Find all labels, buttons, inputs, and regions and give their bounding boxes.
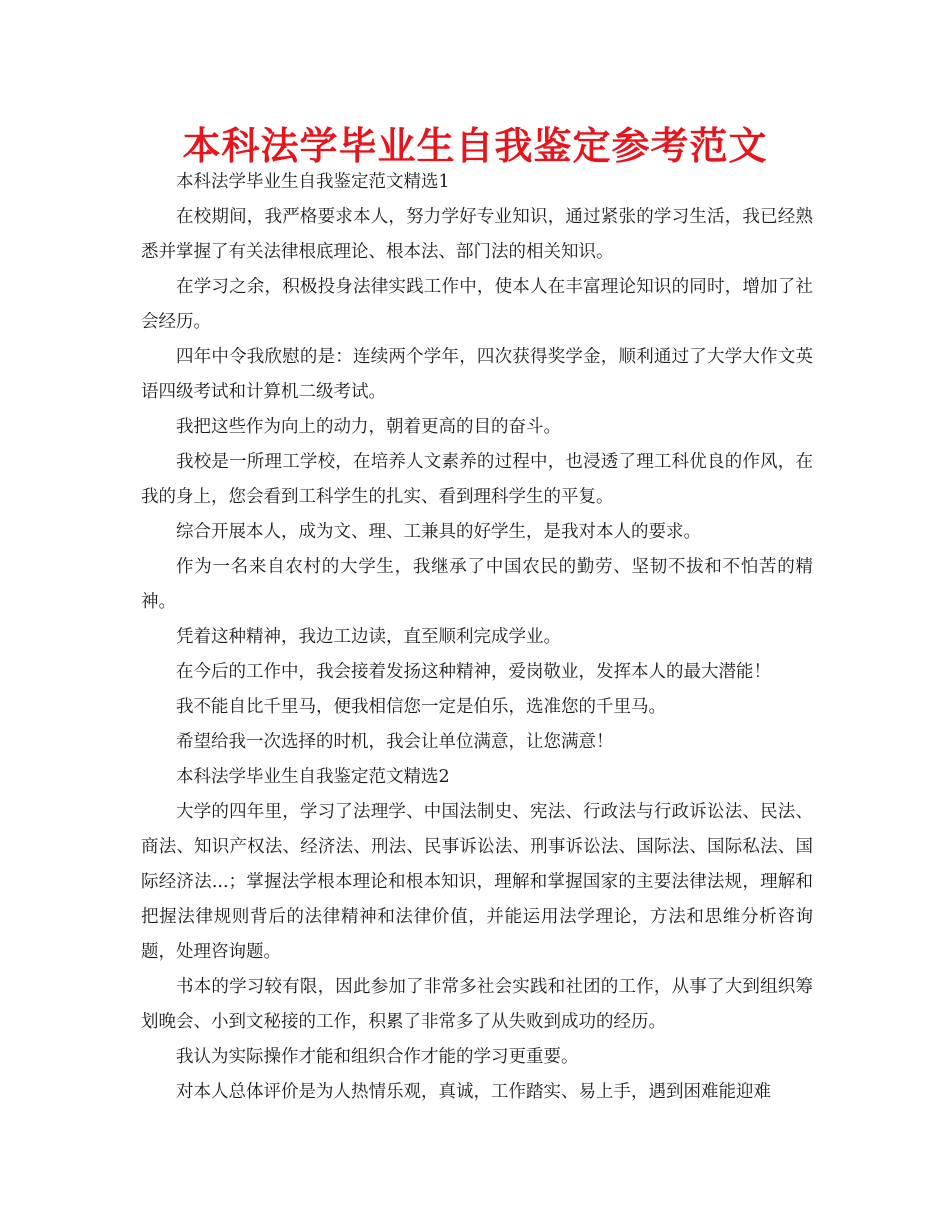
paragraph: 我把这些作为向上的动力，朝着更高的目的奋斗。 bbox=[176, 417, 561, 437]
paragraph: 在今后的工作中，我会接着发扬这种精神，爱岗敬业，发挥本人的最大潜能！ bbox=[176, 662, 771, 682]
paragraph: 凭着这种精神，我边工边读，直至顺利完成学业。 bbox=[176, 627, 561, 647]
paragraph: 在学习之余，积极投身法律实践工作中，使本人在丰富理论知识的同时，增加了社会经历。 bbox=[141, 277, 813, 332]
paragraph: 作为一名来自农村的大学生，我继承了中国农民的勤劳、坚韧不拔和不怕苦的精神。 bbox=[141, 557, 813, 612]
paragraph: 希望给我一次选择的时机，我会让单位满意，让您满意！ bbox=[176, 732, 614, 752]
paragraph: 在校期间，我严格要求本人，努力学好专业知识，通过紧张的学习生活，我已经熟悉并掌握了有关法律根底理论、根本法、部门法的相关知识。 bbox=[141, 207, 813, 262]
paragraph: 本科法学毕业生自我鉴定范文精选2 bbox=[176, 767, 450, 787]
paragraph: 我不能自比千里马，便我相信您一定是伯乐，选准您的千里马。 bbox=[176, 697, 666, 717]
paragraph: 我认为实际操作才能和组织合作才能的学习更重要。 bbox=[176, 1047, 579, 1067]
paragraph: 我校是一所理工学校，在培养人文素养的过程中，也浸透了理工科优良的作风，在我的身上，您会看到工科学生的扎实、看到理科学生的平复。 bbox=[141, 452, 813, 507]
paragraph: 对本人总体评价是为人热情乐观，真诚，工作踏实、易上手，遇到困难能迎难 bbox=[176, 1082, 771, 1102]
paragraph: 四年中令我欣慰的是：连续两个学年，四次获得奖学金，顺利通过了大学大作文英语四级考试和计算机二级考试。 bbox=[141, 347, 813, 402]
document-body bbox=[141, 165, 813, 1110]
paragraph: 本科法学毕业生自我鉴定范文精选1 bbox=[176, 172, 450, 192]
document-title: 本科法学毕业生自我鉴定参考范文 bbox=[182, 124, 768, 168]
paragraph: 书本的学习较有限，因此参加了非常多社会实践和社团的工作，从事了大到组织筹划晚会、小到文秘接的工作，积累了非常多了从失败到成功的经历。 bbox=[141, 977, 813, 1032]
paragraph: 综合开展本人，成为文、理、工兼具的好学生，是我对本人的要求。 bbox=[176, 522, 701, 542]
paragraph: 大学的四年里，学习了法理学、中国法制史、宪法、行政法与行政诉讼法、民法、商法、知识产权法、经济法、刑法、民事诉讼法、刑事诉讼法、国际法、国际私法、国际经济法...；掌握法学根本理论和根本知识，理解和掌握国家的主要法律法规，理解和把握法律规则背后的法律精神和法律价值，并能运用法学理论，方法和思维分析咨询题，处理咨询题。 bbox=[141, 802, 813, 962]
